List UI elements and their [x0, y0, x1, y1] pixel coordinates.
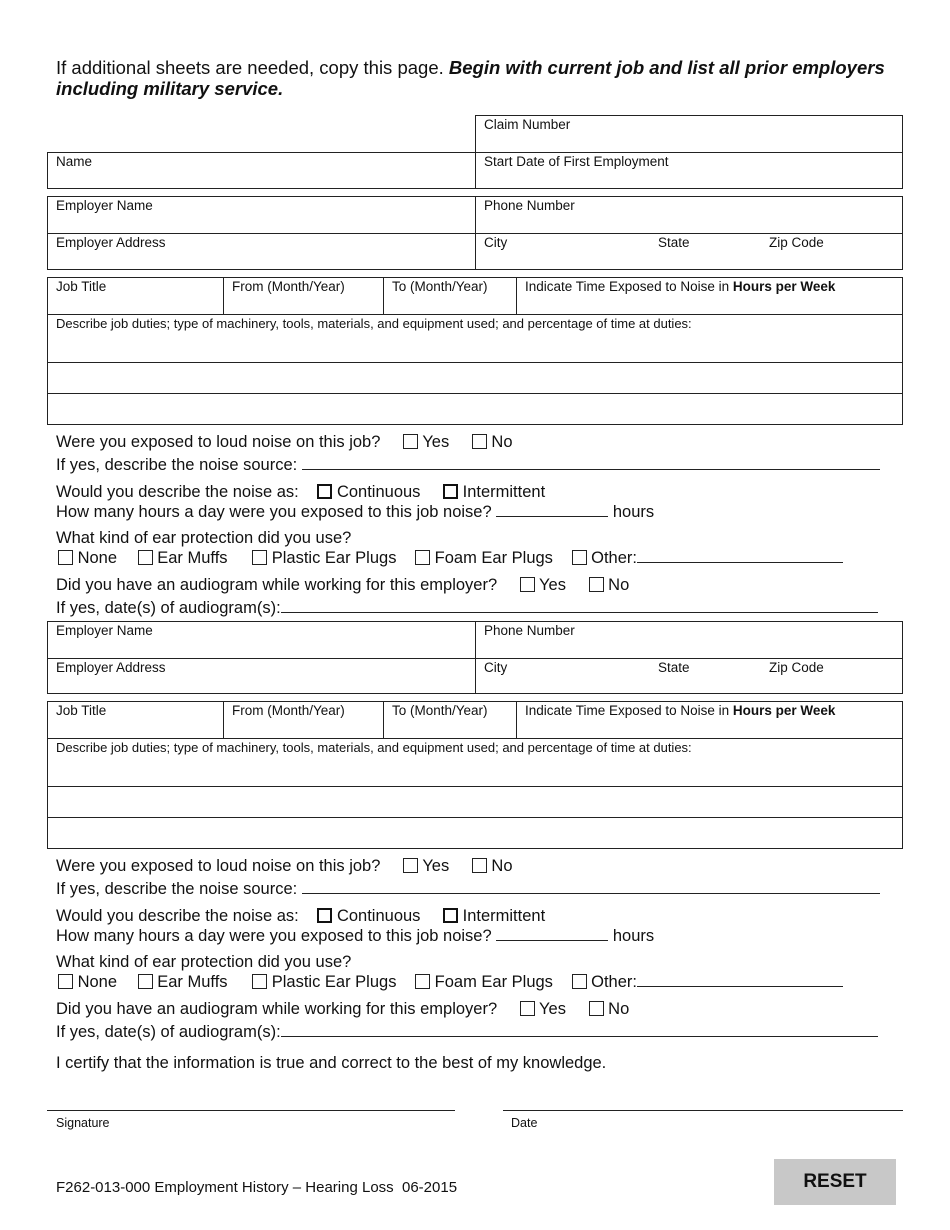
city-state-zip-field[interactable] [475, 233, 903, 270]
job-duties-label: Describe job duties; type of machinery, tools, materials, and equipment used; and percentage of time at duties: [56, 316, 692, 331]
exposed-no-checkbox[interactable] [472, 434, 487, 449]
job-duties-line-2[interactable] [47, 786, 903, 818]
signature-label: Signature [56, 1116, 110, 1130]
job-duties-field[interactable] [47, 738, 903, 787]
exposed-yes-checkbox[interactable] [403, 858, 418, 873]
city-label: City [484, 235, 508, 250]
start-date-label: Start Date of First Employment [484, 154, 669, 169]
ear-muffs-checkbox[interactable] [138, 974, 153, 989]
reset-button[interactable]: RESET [774, 1159, 896, 1205]
employer-name-field[interactable] [47, 196, 476, 234]
employer-address-field[interactable] [47, 658, 476, 694]
job-duties-label: Describe job duties; type of machinery, tools, materials, and equipment used; and percentage of time at duties: [56, 740, 692, 755]
hours-input[interactable] [496, 926, 608, 941]
noise-type-question: Would you describe the noise as: Continuous Intermittent [56, 907, 546, 925]
employer-name-label: Employer Name [56, 623, 153, 638]
intro-plain: If additional sheets are needed, copy this page. [56, 57, 444, 78]
job-duties-line-2[interactable] [47, 362, 903, 394]
job-title-label: Job Title [56, 703, 107, 718]
employer-name-field[interactable] [47, 621, 476, 659]
noise-source-question: If yes, describe the noise source: [56, 455, 880, 475]
job-duties-line-3[interactable] [47, 817, 903, 849]
intermittent-checkbox[interactable] [443, 908, 458, 923]
audiogram-dates-question: If yes, date(s) of audiogram(s): [56, 1022, 878, 1042]
plastic-plugs-checkbox[interactable] [252, 550, 267, 565]
phone-number-label: Phone Number [484, 623, 575, 638]
zip-label: Zip Code [769, 235, 824, 250]
name-label: Name [56, 154, 93, 169]
job-title-label: Job Title [56, 279, 107, 294]
date-label: Date [511, 1116, 538, 1130]
state-label: State [658, 235, 690, 250]
protection-question: What kind of ear protection did you use? [56, 953, 352, 971]
signature-line[interactable] [47, 1110, 455, 1111]
name-field[interactable] [47, 152, 476, 189]
city-label: City [484, 660, 508, 675]
audiogram-dates-question: If yes, date(s) of audiogram(s): [56, 598, 878, 618]
other-checkbox[interactable] [572, 974, 587, 989]
exposed-no-checkbox[interactable] [472, 858, 487, 873]
exposed-yes-checkbox[interactable] [403, 434, 418, 449]
audiogram-question: Did you have an audiogram while working for this employer? Yes No [56, 1000, 630, 1018]
noise-source-question: If yes, describe the noise source: [56, 879, 880, 899]
date-line[interactable] [503, 1110, 903, 1111]
job-title-field[interactable] [47, 701, 224, 739]
employer-address-label: Employer Address [56, 660, 166, 675]
ear-muffs-checkbox[interactable] [138, 550, 153, 565]
zip-label: Zip Code [769, 660, 824, 675]
audiogram-dates-input[interactable] [281, 1022, 878, 1037]
intro-emphasis-2: including military service. [56, 78, 284, 99]
plastic-plugs-checkbox[interactable] [252, 974, 267, 989]
employer-name-label: Employer Name [56, 198, 153, 213]
protection-options: None Ear Muffs Plastic Ear Plugs Foam Ear Plugs Other: [58, 972, 843, 992]
form-footer: F262-013-000 Employment History – Hearing Loss 06-2015 [56, 1179, 458, 1196]
exposed-question: Were you exposed to loud noise on this job? Yes No [56, 433, 513, 451]
start-date-field[interactable] [475, 152, 903, 189]
other-input[interactable] [637, 548, 843, 563]
intermittent-checkbox[interactable] [443, 484, 458, 499]
noise-hours-field[interactable] [516, 277, 903, 315]
claim-number-label: Claim Number [484, 117, 571, 132]
claim-number-field[interactable] [475, 115, 903, 153]
audiogram-question: Did you have an audiogram while working for this employer? Yes No [56, 576, 630, 594]
job-title-field[interactable] [47, 277, 224, 315]
audiogram-no-checkbox[interactable] [589, 577, 604, 592]
from-date-field[interactable] [223, 277, 384, 315]
continuous-checkbox[interactable] [317, 484, 332, 499]
state-label: State [658, 660, 690, 675]
noise-hours-label: Indicate Time Exposed to Noise in Hours per Week [525, 279, 836, 294]
to-date-label: To (Month/Year) [392, 703, 488, 718]
hours-question: How many hours a day were you exposed to this job noise? hours [56, 927, 655, 945]
continuous-checkbox[interactable] [317, 908, 332, 923]
phone-number-label: Phone Number [484, 198, 575, 213]
employer-address-label: Employer Address [56, 235, 166, 250]
audiogram-dates-input[interactable] [281, 598, 878, 613]
to-date-field[interactable] [383, 701, 517, 739]
noise-source-input[interactable] [302, 455, 880, 470]
foam-plugs-checkbox[interactable] [415, 974, 430, 989]
noise-hours-field[interactable] [516, 701, 903, 739]
audiogram-no-checkbox[interactable] [589, 1001, 604, 1016]
audiogram-yes-checkbox[interactable] [520, 577, 535, 592]
hours-question: How many hours a day were you exposed to this job noise? hours [56, 503, 655, 521]
phone-number-field[interactable] [475, 621, 903, 659]
city-state-zip-field[interactable] [475, 658, 903, 694]
certification-statement: I certify that the information is true and correct to the best of my knowledge. [56, 1054, 607, 1072]
protection-question: What kind of ear protection did you use? [56, 529, 352, 547]
job-duties-line-3[interactable] [47, 393, 903, 425]
audiogram-yes-checkbox[interactable] [520, 1001, 535, 1016]
none-checkbox[interactable] [58, 974, 73, 989]
from-date-label: From (Month/Year) [232, 279, 345, 294]
noise-hours-label: Indicate Time Exposed to Noise in Hours per Week [525, 703, 836, 718]
intro-emphasis-1: Begin with current job and list all prior employers [448, 57, 885, 78]
other-input[interactable] [637, 972, 843, 987]
hours-input[interactable] [496, 502, 608, 517]
job-duties-field[interactable] [47, 314, 903, 363]
to-date-field[interactable] [383, 277, 517, 315]
exposed-question: Were you exposed to loud noise on this job? Yes No [56, 857, 513, 875]
to-date-label: To (Month/Year) [392, 279, 488, 294]
phone-number-field[interactable] [475, 196, 903, 234]
none-checkbox[interactable] [58, 550, 73, 565]
other-checkbox[interactable] [572, 550, 587, 565]
employer-address-field[interactable] [47, 233, 476, 270]
foam-plugs-checkbox[interactable] [415, 550, 430, 565]
intro-text [56, 57, 916, 99]
from-date-label: From (Month/Year) [232, 703, 345, 718]
noise-source-input[interactable] [302, 879, 880, 894]
protection-options: None Ear Muffs Plastic Ear Plugs Foam Ear Plugs Other: [58, 548, 843, 568]
from-date-field[interactable] [223, 701, 384, 739]
noise-type-question: Would you describe the noise as: Continuous Intermittent [56, 483, 546, 501]
